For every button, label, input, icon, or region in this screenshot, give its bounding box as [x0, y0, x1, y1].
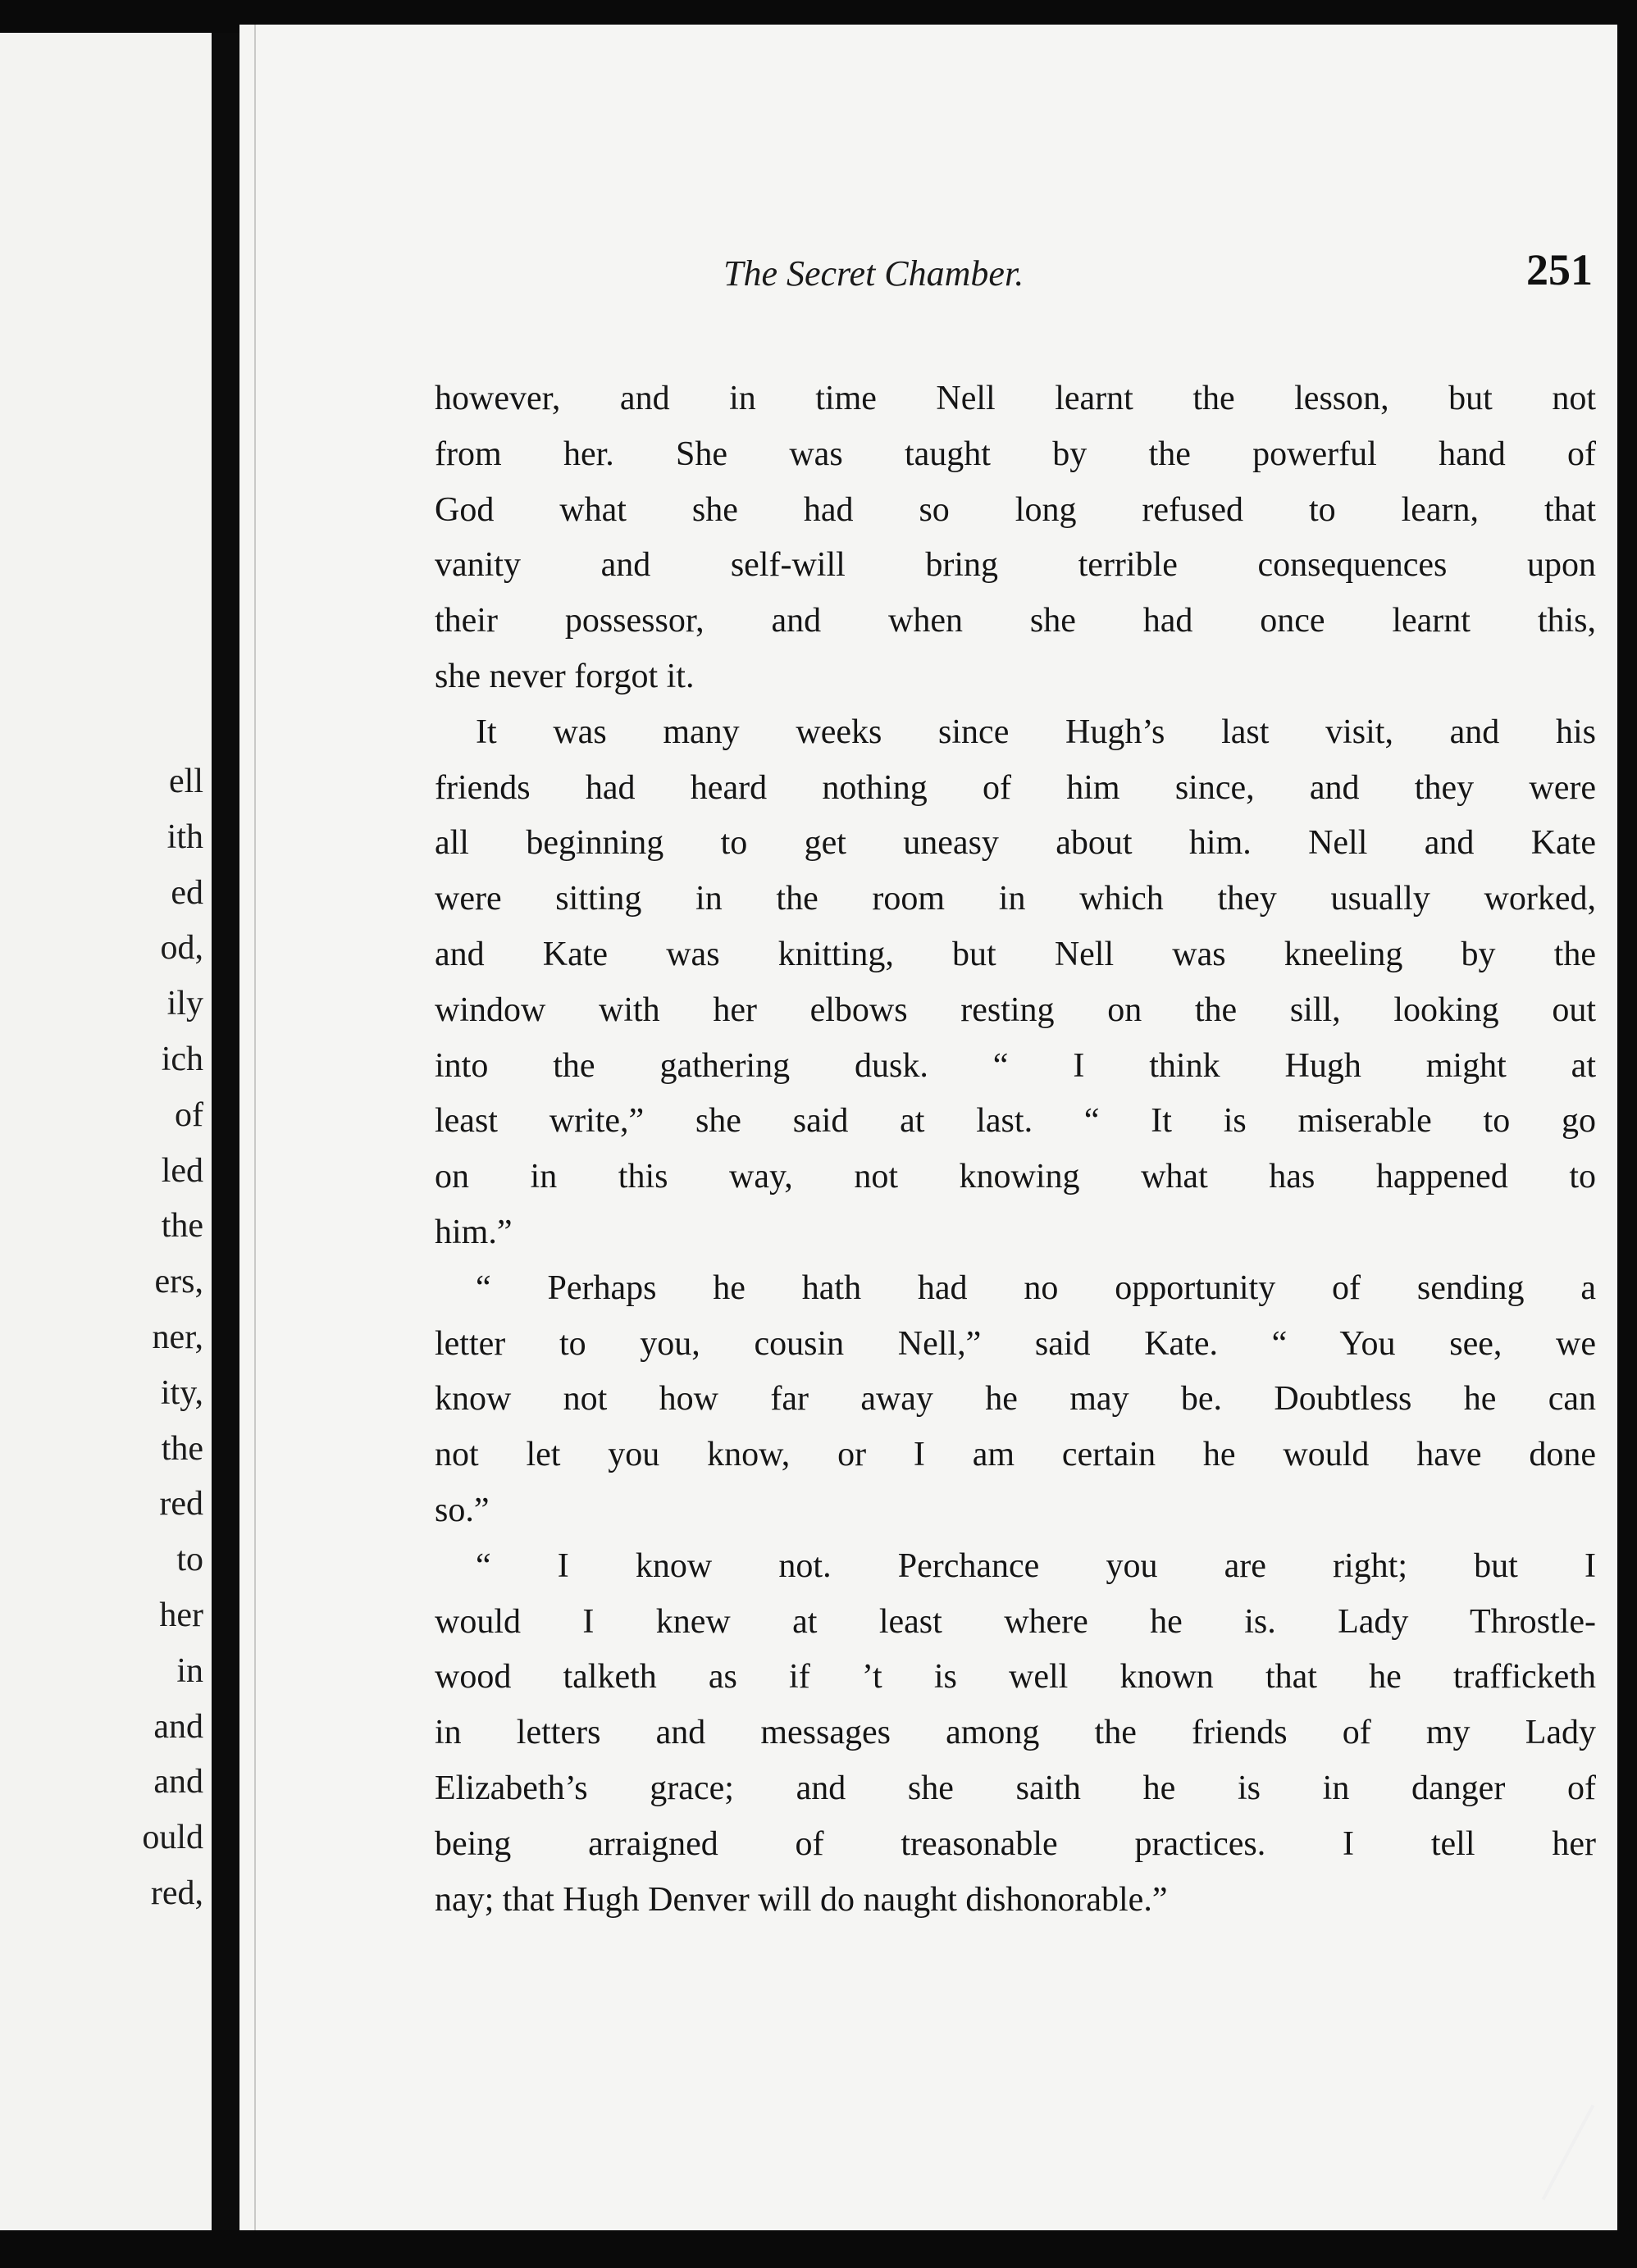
- text-line: “ Perhaps he hath had no opportunity of sending a: [476, 1268, 1596, 1307]
- text-line: friends had heard nothing of him since, and they were: [435, 768, 1596, 807]
- book-gutter: [212, 33, 239, 2230]
- text-line: all beginning to get uneasy about him. Nell and Kate: [435, 824, 1596, 863]
- left-fragment: ell: [169, 763, 203, 800]
- text-line: would I knew at least where he is. Lady Throstle-: [435, 1602, 1596, 1641]
- text-line: vanity and self-will bring terrible consequences upon: [435, 546, 1596, 585]
- left-fragment: ich: [161, 1040, 203, 1078]
- text-line: from her. She was taught by the powerful hand of: [435, 435, 1596, 473]
- text-line: Elizabeth’s grace; and she saith he is in danger of: [435, 1769, 1596, 1807]
- text-line: It was many weeks since Hugh’s last visit, and his: [476, 713, 1596, 751]
- text-line: least write,” she said at last. “ It is miserable to go: [435, 1102, 1596, 1141]
- left-fragment: led: [161, 1151, 203, 1190]
- left-fragment: her: [159, 1596, 203, 1634]
- paragraph: [435, 1539, 1596, 1929]
- left-fragment: in: [176, 1651, 203, 1690]
- left-fragment: and: [153, 1707, 203, 1746]
- text-line: and Kate was knitting, but Nell was kneeling by the: [435, 935, 1596, 973]
- left-fragment: ould: [142, 1819, 203, 1857]
- left-fragment: ers,: [154, 1263, 203, 1301]
- running-title: The Secret Chamber.: [723, 253, 1024, 294]
- left-fragment: ily: [166, 985, 203, 1023]
- left-fragment: red,: [150, 1874, 203, 1912]
- text-line: him.”: [435, 1213, 513, 1251]
- body-text: [435, 371, 1596, 1928]
- left-fragment: ner,: [152, 1318, 203, 1356]
- text-line: into the gathering dusk. “ I think Hugh might at: [435, 1046, 1596, 1085]
- left-fragment: ith: [166, 817, 203, 856]
- left-fragment: red: [159, 1485, 203, 1523]
- text-line: know not how far away he may be. Doubtless he can: [435, 1380, 1596, 1419]
- page-edge-shadow: [254, 25, 256, 2230]
- text-line: she never forgot it.: [435, 657, 695, 695]
- scan-border: [1617, 0, 1637, 2268]
- text-line: being arraigned of treasonable practices. I tell her: [435, 1824, 1596, 1863]
- book-page: [239, 25, 1617, 2230]
- text-line: in letters and messages among the friends of my Lady: [435, 1714, 1596, 1752]
- text-line: nay; that Hugh Denver will do naught dishonorable.”: [435, 1880, 1168, 1919]
- text-line: were sitting in the room in which they usually worked,: [435, 880, 1596, 918]
- text-line: God what she had so long refused to learn, that: [435, 490, 1596, 529]
- text-line: their possessor, and when she had once learnt this,: [435, 602, 1596, 640]
- text-line: not let you know, or I am certain he would have done: [435, 1436, 1596, 1474]
- text-line: however, and in time Nell learnt the lesson, but not: [435, 380, 1596, 417]
- text-line: on in this way, not knowing what has happened to: [435, 1158, 1596, 1196]
- text-line: “ I know not. Perchance you are right; but I: [476, 1546, 1596, 1585]
- running-head: [723, 244, 1593, 302]
- left-fragment: to: [176, 1541, 203, 1579]
- left-page-text-fragments: [142, 754, 203, 1922]
- page-number: 251: [1526, 245, 1593, 294]
- left-fragment: the: [161, 1429, 203, 1468]
- left-fragment: ed: [171, 873, 203, 912]
- text-line: wood talketh as if ’t is well known that he trafficketh: [435, 1658, 1596, 1696]
- paragraph: [435, 371, 1596, 705]
- text-line: window with her elbows resting on the sill, looking out: [435, 991, 1596, 1029]
- paragraph: [435, 1261, 1596, 1539]
- left-fragment: and: [153, 1763, 203, 1801]
- left-fragment: ity,: [160, 1373, 203, 1412]
- paragraph: [435, 705, 1596, 1261]
- text-line: letter to you, cousin Nell,” said Kate. “ You see, we: [435, 1324, 1596, 1363]
- left-fragment: the: [161, 1207, 203, 1246]
- left-fragment: od,: [160, 929, 203, 968]
- left-fragment: of: [175, 1095, 203, 1134]
- text-line: so.”: [435, 1491, 490, 1529]
- left-facing-page: [0, 33, 212, 2230]
